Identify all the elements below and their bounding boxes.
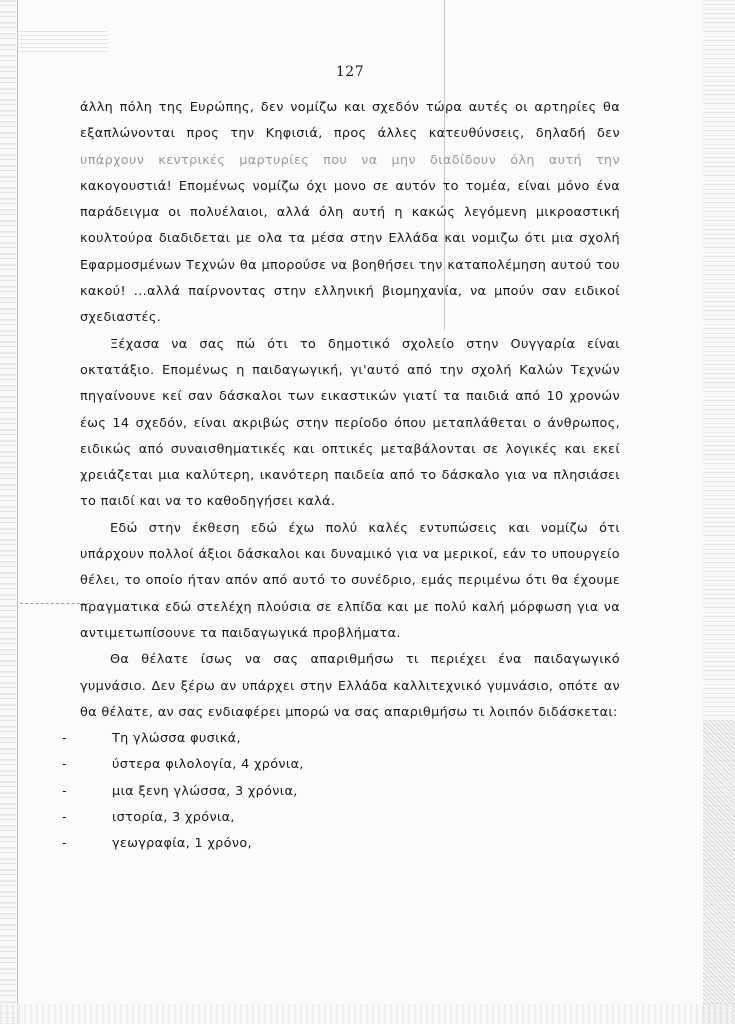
paragraph [80, 95, 620, 332]
list-item [62, 779, 620, 805]
list-item [62, 805, 620, 831]
list-item-text: μια ξενη γλώσσα, 3 χρόνια, [112, 783, 298, 799]
scan-edge-line [17, 0, 18, 1024]
scan-edge-left [0, 0, 16, 1024]
list-item [62, 752, 620, 778]
paragraph [80, 516, 620, 647]
paragraph-text: άλλη πόλη της Ευρώπης, δεν νομίζω και σχεδόν τώρα αυτές οι αρτηρίες θα εξαπλώνονται προς την Κηφισιά, προς άλλες κατευθύνσεις, δηλαδή δεν [80, 100, 620, 142]
list-item [62, 831, 620, 857]
scan-edge-bottom [0, 1004, 735, 1024]
faded-text: υπάρχουν κεντρικές μαρτυρίες που να μην διαδίδουν όλη αυτή την [80, 152, 620, 168]
list-bullet: - [62, 836, 67, 852]
list-bullet: - [62, 810, 67, 826]
paragraph-text: Θα θέλατε ίσως να σας απαριθμήσω τι περιέχει ένα παιδαγωγικό γυμνάσιο. Δεν ξέρω αν υπάρχει στην Ελλάδα καλλιτεχνικό γυμνάσιο, οπότε αν θα θέλατε, αν σας ενδιαφέρει μπορώ να σας απαριθμήσω τι λοιπόν διδάσκεται: [80, 652, 620, 720]
scan-smudge [18, 30, 108, 52]
paragraph-text: κακογουστιά! Επομένως νομίζω όχι μονο σε αυτόν το τομέα, είναι μόνο ένα παράδειγμα οι πολυέλαιοι, αλλά όλη αυτή η κακώς λεγόμενη μικροαστική κουλτούρα διαδιδεται με ολα τα μέσα στην Ελλάδα και νομιζω ότι μια σχολή Εφαρμοσμένων Τεχνών θα μπορούσε να βοηθήσει την καταπολέμηση αυτού του κακού! ...αλλά παίρνοντας στην ελληνική βιομηχανία, να μπούν σαν ειδικοί σχεδιαστές. [80, 178, 620, 326]
paragraph-text: Ξέχασα να σας πώ ότι το δημοτικό σχολείο στην Ουγγαρία είναι οκτατάξιο. Επομένως η παιδαγωγική, γι'αυτό από την σχολή Καλών Τεχνών πηγαίνουνε κεί σαν δάσκαλοι των εικαστικών γιατί τα παιδιά από 10 χρονών έως 14 σχεδόν, είναι ακριβώς στην περίοδο όπου μεταπλάθεται ο άνθρωπος, ειδικώς από συναισθηματικές και οπτικές μεταβάλονται σε λογικές και εκεί χρειάζεται μια καλύτερη, ικανότερη παιδεία από το δάσκαλο για να πλησιάσει το παιδί και να το καθοδηγήσει καλά. [80, 336, 620, 510]
paragraph [80, 332, 620, 516]
list-item-text: ύστερα φιλολογία, 4 χρόνια, [112, 757, 304, 773]
body-text [62, 95, 620, 858]
scan-shading [703, 720, 735, 1024]
list-bullet: - [62, 783, 67, 799]
list-bullet: - [62, 731, 67, 747]
list-item-text: Τη γλώσσα φυσικά, [112, 731, 241, 747]
paragraph-text: Εδώ στην έκθεση εδώ έχω πολύ καλές εντυπώσεις και νομίζω ότι υπάρχουν πολλοί άξιοι δάσκαλοι και δυναμικό για να μερικοί, εάν το υπουργείο θέλει, το οποίο ήταν απόν από αυτό το συνέδριο, εμάς περιμένω ότι θα έχουμε πραγματικα εδώ στελέχη πλούσια σε ελπίδα και με πολύ καλή μόρφωση για να αντιμετωπίσουνε τα παιδαγωγικά προβλήματα. [80, 520, 620, 641]
list-item-text: ιστορία, 3 χρόνια, [112, 810, 235, 826]
paragraph [80, 647, 620, 726]
subject-list [62, 726, 620, 857]
list-item-text: γεωγραφία, 1 χρόνο, [112, 836, 252, 852]
list-item [62, 726, 620, 752]
paragraphs [80, 95, 620, 726]
list-bullet: - [62, 757, 67, 773]
page-number: 127 [335, 64, 365, 80]
